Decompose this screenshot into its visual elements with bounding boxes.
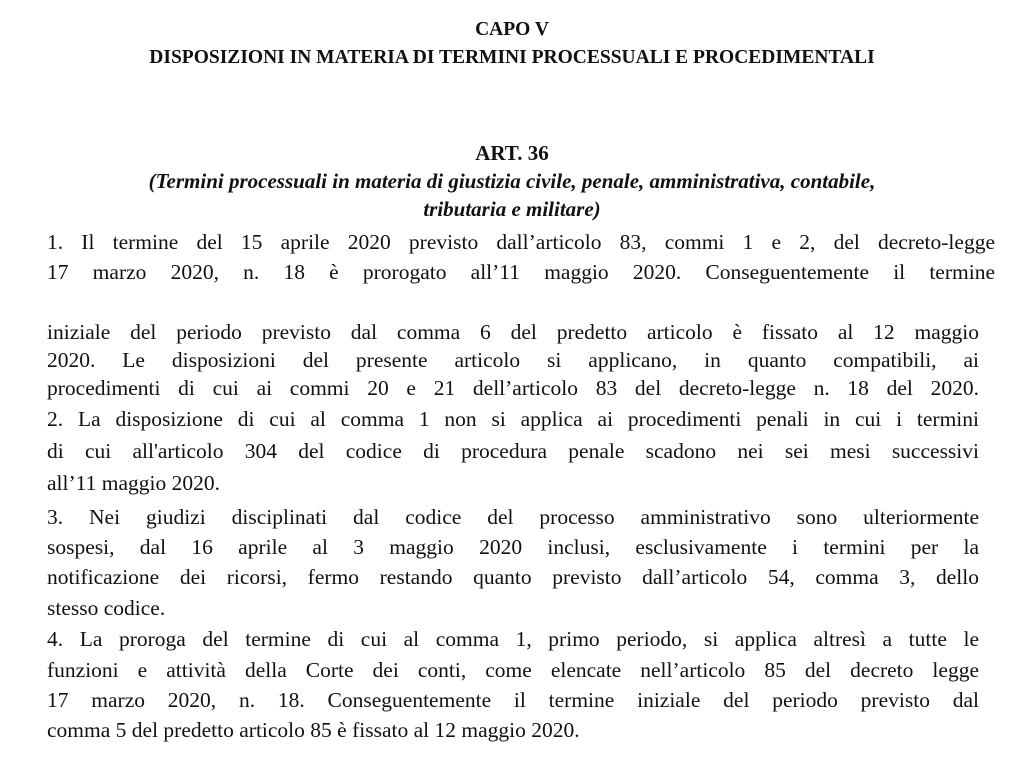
body-line: all’11 maggio 2020. [47,471,220,495]
body-line: iniziale del periodo previsto dal comma 6 del predetto articolo è fissato al 12 maggio [47,320,979,344]
body-line: 1. Il termine del 15 aprile 2020 previsto dall’articolo 83, commi 1 e 2, del decreto-legge [47,230,995,254]
body-line: comma 5 del predetto articolo 85 è fissato al 12 maggio 2020. [47,718,580,742]
body-line: 2. La disposizione di cui al comma 1 non si applica ai procedimenti penali in cui i termini [47,407,979,431]
body-line: sospesi, dal 16 aprile al 3 maggio 2020 inclusi, esclusivamente i termini per la [47,535,979,559]
body-line: 3. Nei giudizi disciplinati dal codice del processo amministrativo sono ulteriormente [47,505,979,529]
article-subtitle-line-2: tributaria e militare) [423,197,601,221]
chapter-title: DISPOSIZIONI IN MATERIA DI TERMINI PROCESSUALI E PROCEDIMENTALI [149,47,875,68]
body-line: funzioni e attività della Corte dei conti, come elencate nell’articolo 85 del decreto legge [47,658,979,682]
body-line: 4. La proroga del termine di cui al comma 1, primo periodo, si applica altresì a tutte le [47,627,979,651]
body-line: notificazione dei ricorsi, fermo restando quanto previsto dall’articolo 54, comma 3, dello [47,565,979,589]
body-line: 2020. Le disposizioni del presente articolo si applicano, in quanto compatibili, ai [47,348,979,372]
article-number: ART. 36 [475,141,549,165]
chapter-label: CAPO V [475,19,549,40]
body-line: 17 marzo 2020, n. 18. Conseguentemente il termine iniziale del periodo previsto dal [47,688,979,712]
body-line: di cui all'articolo 304 del codice di procedura penale scadono nei sei mesi successivi [47,439,979,463]
body-line: stesso codice. [47,596,166,620]
article-subtitle-line-1: (Termini processuali in materia di giustizia civile, penale, amministrativa, contabile, [148,169,876,193]
body-line: procedimenti di cui ai commi 20 e 21 dell’articolo 83 del decreto-legge n. 18 del 2020. [47,376,979,400]
body-line: 17 marzo 2020, n. 18 è prorogato all’11 maggio 2020. Conseguentemente il termine [47,260,995,284]
